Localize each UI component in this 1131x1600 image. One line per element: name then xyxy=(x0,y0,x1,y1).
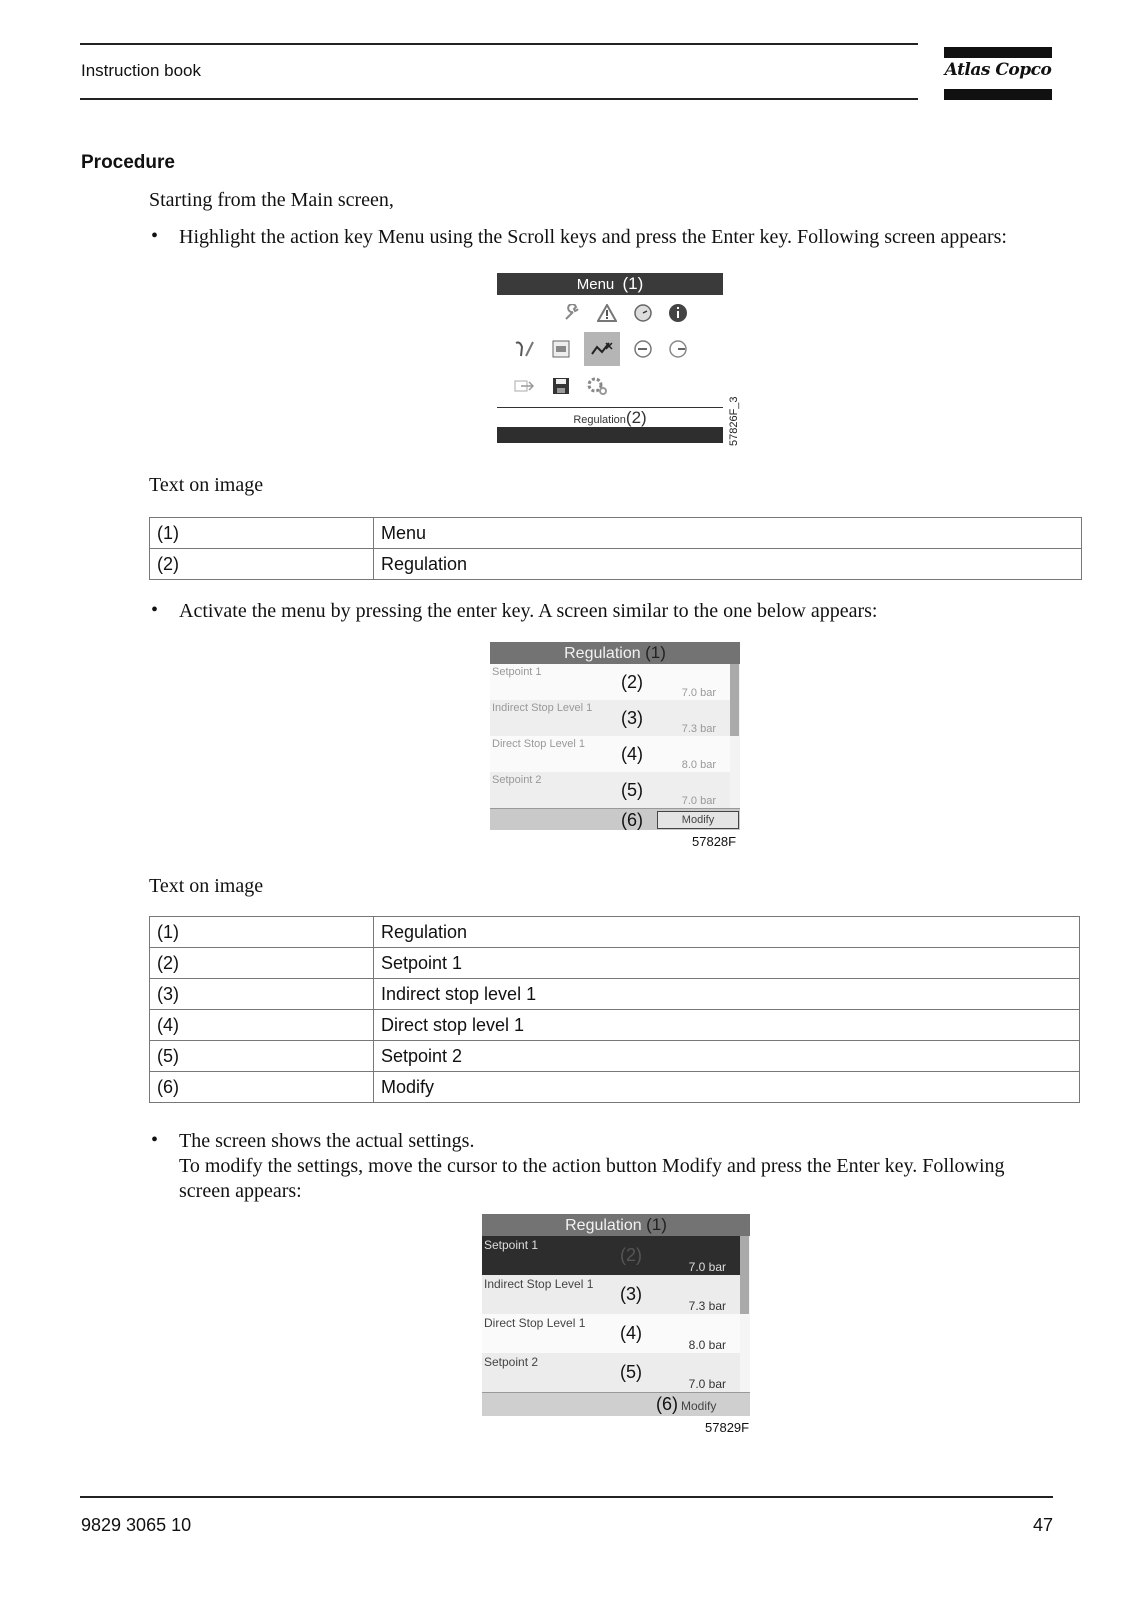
footer-callout: (6) xyxy=(656,1394,678,1414)
table-cell-key: (1) xyxy=(150,917,374,948)
menu-screen-title-bar xyxy=(497,273,723,295)
section-heading: Procedure xyxy=(81,152,175,173)
bullet-text-2: Activate the menu by pressing the enter key. A screen similar to the one below appears: xyxy=(179,600,878,622)
transfer-icon xyxy=(511,373,537,399)
setting-label: Direct Stop Level 1 xyxy=(492,738,585,750)
scrollbar xyxy=(740,1236,749,1314)
table-cell-key: (5) xyxy=(150,1041,374,1072)
scrollbar xyxy=(730,664,739,736)
regulation-title: Regulation xyxy=(565,1217,642,1234)
logo-bottom-bar xyxy=(944,89,1052,100)
bullet-marker: • xyxy=(151,225,159,247)
footer-callout: (6) xyxy=(621,810,643,830)
setting-callout: (3) xyxy=(621,708,643,728)
list-item xyxy=(482,1353,740,1392)
menu-footer xyxy=(497,408,723,428)
warning-icon xyxy=(594,300,620,326)
setting-callout: (4) xyxy=(620,1323,642,1343)
clock-icon xyxy=(630,300,656,326)
regulation-footer xyxy=(490,808,740,830)
setting-value: 7.0 bar xyxy=(688,1260,726,1274)
header-title: Instruction book xyxy=(81,61,202,80)
setting-label: Setpoint 1 xyxy=(484,1238,539,1252)
setting-value: 7.3 bar xyxy=(688,1299,726,1313)
list-item xyxy=(490,664,730,700)
menu-screen-figure xyxy=(497,273,723,443)
setting-callout: (3) xyxy=(620,1284,642,1304)
text-on-image-label-1: Text on image xyxy=(149,474,264,496)
table-cell-value: Regulation xyxy=(374,917,1080,948)
setting-callout: (2) xyxy=(621,672,643,692)
list-item xyxy=(490,700,730,736)
setting-label: Indirect Stop Level 1 xyxy=(484,1277,594,1291)
text-on-image-label-2: Text on image xyxy=(149,875,264,897)
regulation-screen-figure-2 xyxy=(482,1214,750,1416)
table-cell-key: (6) xyxy=(150,1072,374,1103)
regulation-title-callout: (1) xyxy=(646,1215,667,1234)
menu-screen-bottom-bar xyxy=(497,427,723,443)
footer-modify xyxy=(656,1394,716,1415)
table-cell-value: Indirect stop level 1 xyxy=(374,979,1080,1010)
counter-icon xyxy=(548,336,574,362)
setting-label: Direct Stop Level 1 xyxy=(484,1316,586,1330)
table-cell-key: (4) xyxy=(150,1010,374,1041)
wrench-icon xyxy=(559,300,585,326)
setting-value: 7.0 bar xyxy=(688,1377,726,1391)
figure-id-57826F: 57826F_3 xyxy=(728,396,740,446)
regulation-title-callout: (1) xyxy=(645,643,666,662)
info-icon xyxy=(665,300,691,326)
table-cell-value: Setpoint 2 xyxy=(374,1041,1080,1072)
menu-icon-grid xyxy=(497,295,723,395)
intro-text: Starting from the Main screen, xyxy=(149,189,394,211)
menu-footer-callout: (2) xyxy=(625,408,647,427)
setting-value: 7.0 bar xyxy=(681,687,716,699)
save-icon xyxy=(548,373,574,399)
table-cell-value: Setpoint 1 xyxy=(374,948,1080,979)
table-row xyxy=(150,549,1082,580)
setting-value: 8.0 bar xyxy=(681,759,716,771)
regulation-icon xyxy=(584,332,620,366)
table-row xyxy=(150,518,1082,549)
setting-callout: (2) xyxy=(620,1245,642,1265)
bullet-text-3-line-1: The screen shows the actual settings. xyxy=(179,1130,475,1152)
footer-rule xyxy=(80,1496,1053,1498)
regulation-title: Regulation xyxy=(564,645,641,662)
table-cell-key: (3) xyxy=(150,979,374,1010)
table-cell-key: (1) xyxy=(150,518,374,549)
setting-callout: (5) xyxy=(621,780,643,800)
regulation-title-bar xyxy=(490,642,740,664)
setting-label: Setpoint 2 xyxy=(492,774,542,786)
start-icon xyxy=(665,336,691,362)
setting-label: Indirect Stop Level 1 xyxy=(492,702,593,714)
menu-footer-label: Regulation xyxy=(573,414,626,426)
table-row xyxy=(150,1010,1080,1041)
table-row xyxy=(150,1041,1080,1072)
table-cell-key: (2) xyxy=(150,948,374,979)
logo-top-bar xyxy=(944,47,1052,58)
table-cell-value: Regulation xyxy=(374,549,1082,580)
bullet-marker: • xyxy=(151,1129,159,1151)
list-item-selected xyxy=(482,1236,740,1275)
doc-number: 9829 3065 10 xyxy=(81,1515,192,1535)
menu-screen-title: Menu xyxy=(576,276,615,293)
atlas-copco-logo xyxy=(944,47,1052,100)
table-row xyxy=(150,1072,1080,1103)
modify-label: Modify xyxy=(681,1399,717,1413)
setting-value: 7.0 bar xyxy=(681,795,716,807)
setting-value: 7.3 bar xyxy=(681,723,716,735)
table-row xyxy=(150,948,1080,979)
setting-value: 8.0 bar xyxy=(688,1338,726,1352)
logo-text: Atlas Copco xyxy=(944,60,1052,80)
setting-label: Setpoint 1 xyxy=(492,666,542,678)
figure-id-57828F: 57828F xyxy=(692,834,737,849)
legend-table-2 xyxy=(149,916,1080,1103)
service-icon xyxy=(511,336,537,362)
setting-callout: (4) xyxy=(621,744,643,764)
regulation-screen-figure-1 xyxy=(490,642,740,830)
list-item xyxy=(490,772,730,808)
regulation-title-bar xyxy=(482,1214,750,1236)
settings-icon xyxy=(584,373,610,399)
bullet-marker: • xyxy=(151,599,159,621)
table-row xyxy=(150,979,1080,1010)
table-row xyxy=(150,917,1080,948)
modify-button: Modify xyxy=(657,811,739,829)
table-cell-value: Modify xyxy=(374,1072,1080,1103)
legend-table-1 xyxy=(149,517,1082,580)
page-number: 47 xyxy=(1032,1515,1053,1535)
table-cell-value: Menu xyxy=(374,518,1082,549)
setting-callout: (5) xyxy=(620,1362,642,1382)
regulation-footer xyxy=(482,1392,750,1416)
table-cell-key: (2) xyxy=(150,549,374,580)
header-top-rule xyxy=(80,43,918,45)
bullet-text-1: Highlight the action key Menu using the Scroll keys and press the Enter key. Following screen appears: xyxy=(179,226,1007,248)
table-cell-value: Direct stop level 1 xyxy=(374,1010,1080,1041)
setting-label: Setpoint 2 xyxy=(484,1355,539,1369)
list-item xyxy=(482,1314,740,1353)
header-bottom-rule xyxy=(80,98,918,100)
figure-id-57829F: 57829F xyxy=(705,1420,750,1435)
list-item xyxy=(482,1275,740,1314)
bullet-text-3-line-2: To modify the settings, move the cursor to the action button Modify and press the Enter key. Following screen appears: xyxy=(179,1155,1005,1202)
stop-icon xyxy=(630,336,656,362)
menu-title-callout: (1) xyxy=(622,274,644,293)
list-item xyxy=(490,736,730,772)
